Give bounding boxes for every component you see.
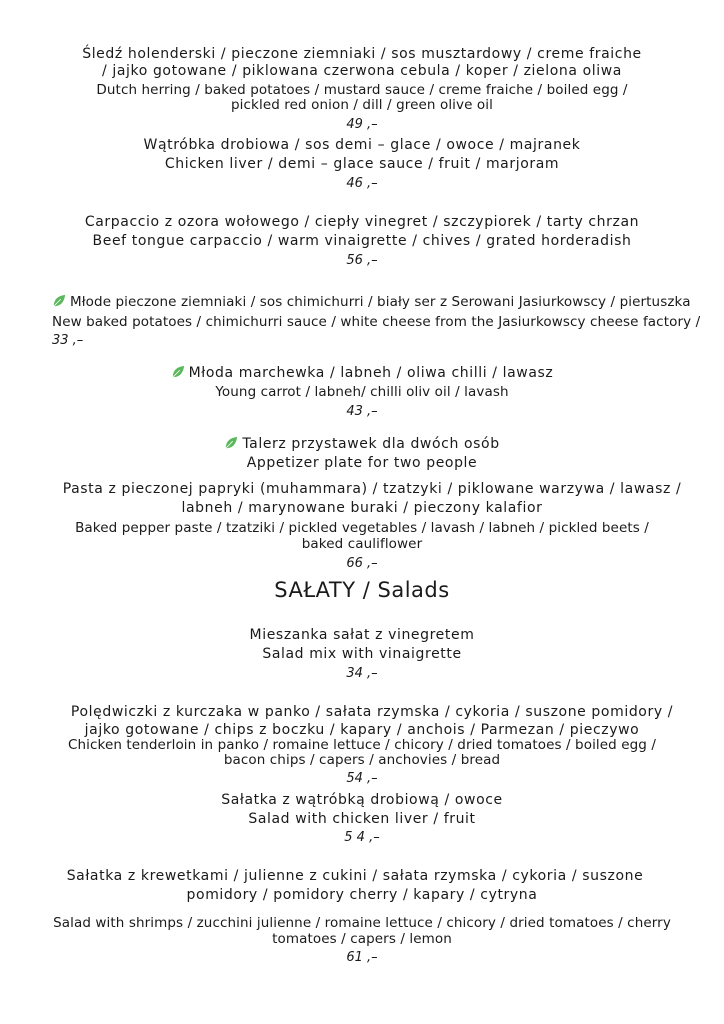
dish-4-polish-text: Młode pieczone ziemniaki / sos chimichurri / biały ser z Serowani Jasiurkowscy / piertuszka	[70, 294, 691, 310]
dish-3-price: 56 ,–	[346, 253, 378, 268]
leaf-icon	[171, 365, 185, 379]
salad-4-english-line-1: Salad with shrimps / zucchini julienne / romaine lettuce / chicory / dried tomatoes / cherry	[53, 915, 671, 931]
dish-5-price: 43 ,–	[346, 404, 378, 419]
salad-2-english-line-1: Chicken tenderloin in panko / romaine lettuce / chicory / dried tomatoes / boiled egg /	[67, 737, 657, 753]
salad-1-polish: Mieszanka sałat z vinegretem	[249, 627, 475, 643]
salad-3-price: 5 4 ,–	[344, 830, 380, 845]
dish-6-polish	[0, 436, 724, 452]
salad-4-polish-line-1: Sałatka z krewetkami / julienne z cukini / sałata rzymska / cykoria / suszone	[66, 868, 644, 884]
dish-2-price: 46 ,–	[346, 176, 378, 191]
salad-2-english-line-2: bacon chips / capers / anchovies / bread	[223, 752, 501, 768]
dish-6-description-polish-line-1: Pasta z pieczonej papryki (muhammara) / tzatzyki / piklowane warzywa / lawasz /	[62, 481, 682, 497]
dish-1-polish-line-1: Śledź holenderski / pieczone ziemniaki / sos musztardowy / creme fraiche	[82, 46, 642, 62]
salad-1-price: 34 ,–	[346, 666, 378, 681]
dish-3-polish: Carpaccio z ozora wołowego / ciepły vinegret / szczypiorek / tarty chrzan	[84, 214, 640, 230]
salad-4-polish-line-2: pomidory / pomidory cherry / kapary / cytryna	[186, 887, 538, 903]
leaf-icon	[52, 294, 66, 308]
dish-5-polish	[0, 365, 724, 381]
salad-3-english: Salad with chicken liver / fruit	[248, 811, 476, 827]
dish-5-polish-text: Młoda marchewka / labneh / oliwa chilli / lawasz	[188, 365, 554, 381]
dish-5-english: Young carrot / labneh/ chilli oliv oil / lavash	[215, 384, 509, 400]
dish-1-polish-line-2: / jajko gotowane / piklowana czerwona cebula / koper / zielona oliwa	[102, 63, 622, 79]
dish-2-polish: Wątróbka drobiowa / sos demi – glace / owoce / majranek	[143, 137, 581, 153]
dish-4-price: 33 ,–	[52, 333, 84, 348]
salad-2-polish-line-2: jajko gotowane / chips z boczku / kapary / anchois / Parmezan / pieczywo	[84, 722, 640, 738]
salad-1-english: Salad mix with vinaigrette	[262, 646, 462, 662]
dish-6-price: 66 ,–	[346, 556, 378, 571]
salad-4-price: 61 ,–	[346, 950, 378, 965]
dish-1-english-line-2: pickled red onion / dill / green olive oil	[231, 97, 493, 113]
salad-4-english-line-2: tomatoes / capers / lemon	[272, 931, 452, 947]
dish-4-english: New baked potatoes / chimichurri sauce / white cheese from the Jasiurkowscy cheese factory /	[52, 314, 701, 330]
dish-6-description-english-line-2: baked cauliflower	[301, 536, 423, 552]
salad-2-price: 54 ,–	[346, 771, 378, 786]
section-heading-salads: SAŁATY / Salads	[274, 578, 450, 602]
leaf-icon	[224, 436, 238, 450]
salad-2-polish-line-1: Polędwiczki z kurczaka w panko / sałata rzymska / cykoria / suszone pomidory /	[70, 704, 674, 720]
dish-2-english: Chicken liver / demi – glace sauce / fruit / marjoram	[164, 156, 560, 172]
dish-6-description-english-line-1: Baked pepper paste / tzatziki / pickled vegetables / lavash / labneh / pickled beets /	[75, 520, 649, 536]
salad-3-polish: Sałatka z wątróbką drobiową / owoce	[221, 792, 503, 808]
dish-6-description-polish-line-2: labneh / marynowane buraki / pieczony kalafior	[181, 500, 543, 516]
dish-6-polish-text: Talerz przystawek dla dwóch osób	[242, 436, 500, 452]
dish-1-price: 49 ,–	[346, 117, 378, 132]
dish-3-english: Beef tongue carpaccio / warm vinaigrette / chives / grated horderadish	[92, 233, 632, 249]
dish-1-english-line-1: Dutch herring / baked potatoes / mustard sauce / creme fraiche / boiled egg /	[96, 82, 628, 98]
dish-4-polish	[52, 294, 691, 310]
dish-6-english: Appetizer plate for two people	[246, 455, 478, 471]
